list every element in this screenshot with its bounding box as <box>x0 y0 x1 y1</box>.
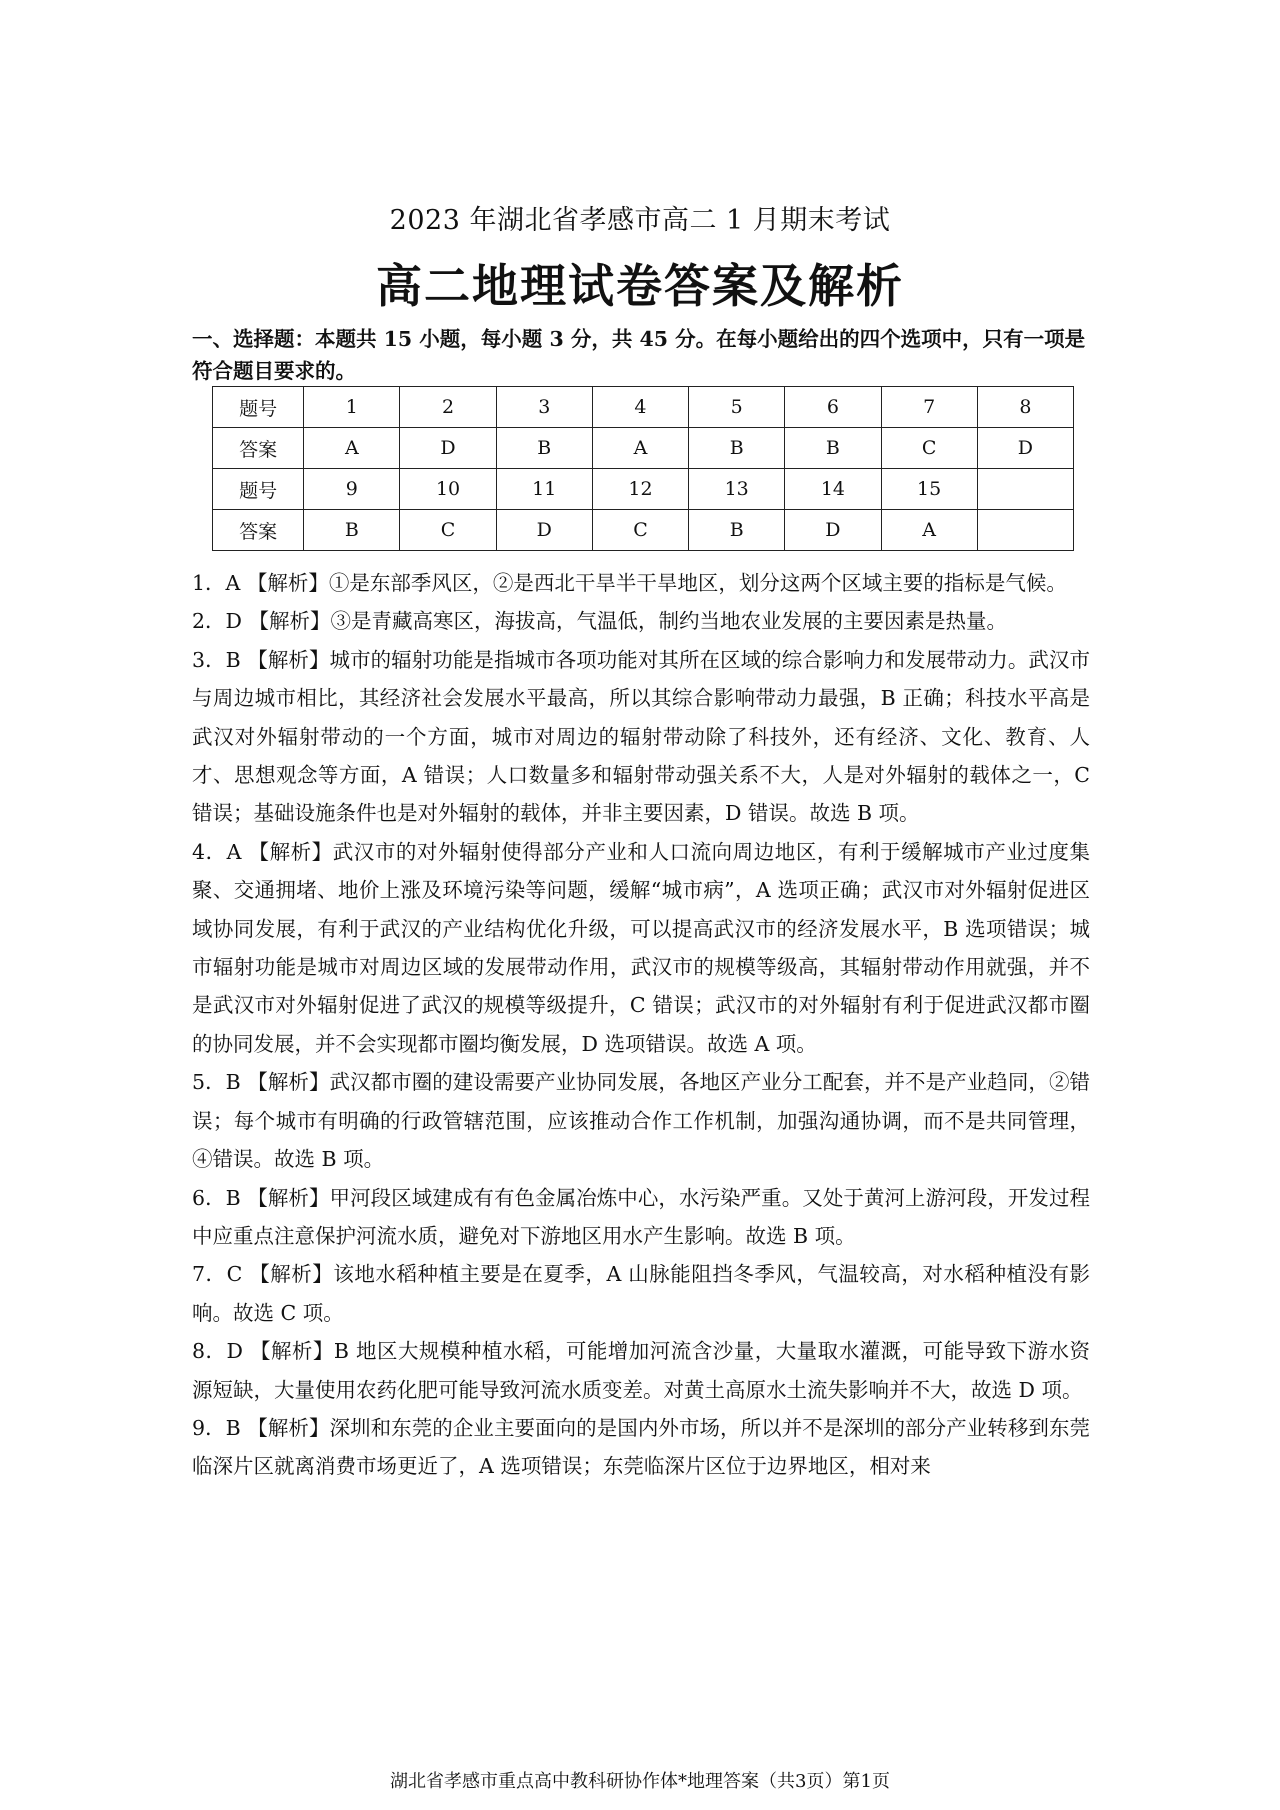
table-cell: 7 <box>881 387 977 428</box>
table-cell: 14 <box>785 469 881 510</box>
table-cell: 13 <box>689 469 785 510</box>
table-cell: 题号 <box>213 387 304 428</box>
table-cell: C <box>400 510 496 551</box>
table-cell: B <box>304 510 400 551</box>
table-cell: A <box>304 428 400 469</box>
table-cell: 8 <box>977 387 1073 428</box>
section-heading: 一、选择题：本题共 15 小题，每小题 3 分，共 45 分。在每小题给出的四个选项中，只有一项是符合题目要求的。 <box>192 327 1086 383</box>
explanation-item: 2．D 【解析】③是青藏高寒区，海拔高，气温低，制约当地农业发展的主要因素是热量。 <box>192 609 1007 634</box>
table-cell: 6 <box>785 387 881 428</box>
table-cell: B <box>689 510 785 551</box>
table-cell: B <box>785 428 881 469</box>
table-cell: 12 <box>592 469 688 510</box>
table-cell: 2 <box>400 387 496 428</box>
table-row <box>213 428 1074 469</box>
table-cell: 4 <box>592 387 688 428</box>
answer-table <box>212 386 1074 551</box>
table-cell: 5 <box>689 387 785 428</box>
explanation-item: 1．A 【解析】①是东部季风区，②是西北干旱半干旱地区，划分这两个区域主要的指标是气候。 <box>192 571 1067 595</box>
explanation-item: 6．B 【解析】甲河段区域建成有有色金属冶炼中心，水污染严重。又处于黄河上游河段，开发过程中应重点注意保护河流水质，避免对下游地区用水产生影响。故选 B 项。 <box>192 1185 1090 1248</box>
table-cell: D <box>977 428 1073 469</box>
explanation-item: 7．C 【解析】该地水稻种植主要是在夏季，A 山脉能阻挡冬季风，气温较高，对水稻种植没有影响。故选 C 项。 <box>192 1262 1090 1325</box>
explanation-item: 4．A 【解析】武汉市的对外辐射使得部分产业和人口流向周边地区，有利于缓解城市产业过度集聚、交通拥堵、地价上涨及环境污染等问题，缓解“城市病”，A 选项正确；武汉市对外辐射促进区域协同发展，有利于武汉的产业结构优化升级，可以提高武汉市的经济发展水平，B 选项错误；城市辐射功能是城市对周边区域的发展带动作用，武汉市的规模等级高，其辐射带动作用就强，并不是武汉市对外辐射促进了武汉的规模等级提升，C 错误；武汉市的对外辐射有利于促进武汉都市圈的协同发展，并不会实现都市圈均衡发展，D 选项错误。故选 A 项。 <box>192 839 1090 1056</box>
table-cell: 答案 <box>213 428 304 469</box>
explanation-list <box>192 564 1090 1486</box>
exam-title: 2023 年湖北省孝感市高二 1 月期末考试 <box>389 205 891 236</box>
table-cell: B <box>496 428 592 469</box>
table-row <box>213 510 1074 551</box>
table-cell: A <box>881 510 977 551</box>
table-cell: 15 <box>881 469 977 510</box>
table-cell <box>977 510 1073 551</box>
table-cell: D <box>496 510 592 551</box>
table-cell: 11 <box>496 469 592 510</box>
table-cell: 1 <box>304 387 400 428</box>
explanation-item: 5．B 【解析】武汉都市圈的建设需要产业协同发展，各地区产业分工配套，并不是产业趋同，②错误；每个城市有明确的行政管辖范围，应该推动合作工作机制，加强沟通协调，而不是共同管理，④错误。故选 B 项。 <box>192 1070 1090 1172</box>
table-row <box>213 387 1074 428</box>
table-cell: 3 <box>496 387 592 428</box>
explanation-item: 3．B 【解析】城市的辐射功能是指城市各项功能对其所在区域的综合影响力和发展带动力。武汉市与周边城市相比，其经济社会发展水平最高，所以其综合影响带动力最强，B 正确；科技水平高是武汉对外辐射带动的一个方面，城市对周边的辐射带动除了科技外，还有经济、文化、教育、人才、思想观念等方面，A 错误；人口数量多和辐射带动强关系不大，人是对外辐射的载体之一，C 错误；基础设施条件也是对外辐射的载体，并非主要因素，D 错误。故选 B 项。 <box>192 647 1090 826</box>
table-cell: B <box>689 428 785 469</box>
page-footer: 湖北省孝感市重点高中教科研协作体*地理答案（共3页）第1页 <box>390 1771 890 1792</box>
table-cell: A <box>592 428 688 469</box>
document-title: 高二地理试卷答案及解析 <box>376 259 904 313</box>
explanation-item: 9．B 【解析】深圳和东莞的企业主要面向的是国内外市场，所以并不是深圳的部分产业转移到东莞临深片区就离消费市场更近了，A 选项错误；东莞临深片区位于边界地区，相对来 <box>192 1415 1090 1479</box>
explanation-item: 8．D 【解析】B 地区大规模种植水稻，可能增加河流含沙量，大量取水灌溉，可能导致下游水资源短缺，大量使用农药化肥可能导致河流水质变差。对黄土高原水土流失影响并不大，故选 D 项。 <box>192 1339 1090 1402</box>
table-cell: D <box>400 428 496 469</box>
table-cell: 10 <box>400 469 496 510</box>
table-cell: 题号 <box>213 469 304 510</box>
table-cell: 答案 <box>213 510 304 551</box>
table-cell <box>977 469 1073 510</box>
table-row <box>213 469 1074 510</box>
table-cell: 9 <box>304 469 400 510</box>
table-cell: C <box>592 510 688 551</box>
table-cell: C <box>881 428 977 469</box>
table-cell: D <box>785 510 881 551</box>
